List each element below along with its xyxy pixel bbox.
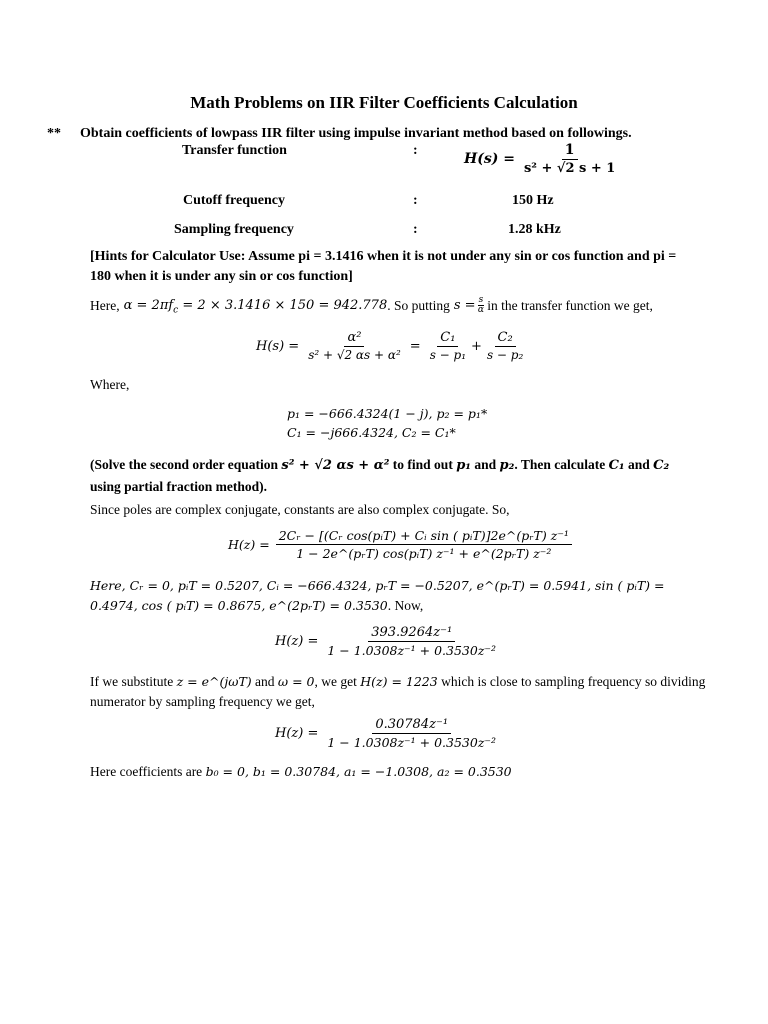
eq1-fraction-2: $\frac{\text{C₁}}{\text{s − p₁}}$ xyxy=(429,330,467,362)
final-coefficients: Here coefficients are b₀ = 0, b₁ = 0.30784, a₁ = −1.0308, a₂ = 0.3530 xyxy=(90,764,512,779)
calculator-hints: [Hints for Calculator Use: Assume pi = 3.1416 when it is not under any sin or cos function and pi = 180 when it is under any sin or cos function] xyxy=(90,249,677,284)
alpha-prefix: Here, xyxy=(90,297,120,313)
page-title: Math Problems on IIR Filter Coefficients Calculation xyxy=(190,93,578,112)
sampling-frequency-label: Sampling frequency xyxy=(174,222,294,237)
transfer-function-label: Transfer function xyxy=(182,143,287,158)
cutoff-frequency-value: 150 Hz xyxy=(512,193,554,208)
hz-general-equation xyxy=(228,528,572,561)
alpha-mid: . So putting xyxy=(387,297,450,313)
constants-line: C₁ = −j666.4324, C₂ = C₁* xyxy=(287,425,456,440)
eq1-fraction-1: $\frac{\text{α²}}{\text{s² + √2 αs + α²}}$ xyxy=(308,330,401,362)
tf-denominator: s² + √2 s + 1 xyxy=(523,161,616,176)
eq2-lhs: H(z) = xyxy=(228,537,270,552)
hz-scaled-equation xyxy=(275,717,499,750)
eq4-lhs: H(z) = xyxy=(275,726,319,741)
solve-note: (Solve the second order equation s² + √2 αs + α² to find out p₁ and p₂. Then calculate C₁ and C₂ using partial fraction method). xyxy=(90,457,670,494)
eq1-lhs: H(s) = xyxy=(256,338,300,354)
tf-numerator: 1 xyxy=(562,142,578,160)
eq2-fraction: $\frac{\text{2Cᵣ − [(Cᵣ cos(pᵢT) + Cᵢ sin ( pᵢT)]2e\textasciicircum{}(pᵣT) z⁻¹}}{\text{1 − 2e\textasciicircum{}(pᵣT) cos(pᵢT) z⁻¹ + e\textasciicircum{}(2pᵣT) z⁻²}}$ xyxy=(276,528,572,561)
tf-lhs: H(s) = xyxy=(464,151,515,167)
s-over-alpha: $\frac{s}{\alpha}$ xyxy=(477,295,484,315)
alpha-expression: $\alpha = 2\pi f_c = 2 \times 3.1416 \times 150 = 942.778$ xyxy=(123,298,388,316)
eq3-fraction: $\frac{\text{393.9264z⁻¹}}{\text{1 − 1.0308z⁻¹ + 0.3530z⁻²}}$ xyxy=(327,625,497,658)
colon: : xyxy=(413,143,418,158)
alpha-suffix: in the transfer function we get, xyxy=(487,297,653,313)
tf-fraction xyxy=(521,142,618,176)
eq3-lhs: H(z) = xyxy=(275,634,319,649)
transfer-function-equation xyxy=(464,142,618,176)
eq1-fraction-3: $\frac{\text{C₂}}{\text{s − p₂}}$ xyxy=(486,330,524,362)
eq4-fraction: $\frac{\text{0.30784z⁻¹}}{\text{1 − 1.0308z⁻¹ + 0.3530z⁻²}}$ xyxy=(327,717,497,750)
values-line-1: Here, Cᵣ = 0, pᵢT = 0.5207, Cᵢ = −666.4324, pᵣT = −0.5207, e^(pᵣT) = 0.5941, sin ( pᵢT) = xyxy=(90,578,665,593)
partial-fraction-equation xyxy=(256,330,526,362)
substitute-text: If we substitute z = e^(jωT) and ω = 0, we get H(z) = 1223 which is close to sampling frequency so dividing numerator by sampling frequency we get, xyxy=(90,674,706,709)
values-line-2: 0.4974, cos ( pᵢT) = 0.8675, e^(2pᵣT) = 0.3530. Now, xyxy=(90,598,424,613)
eq1-plus: + xyxy=(471,338,482,354)
sampling-frequency-value: 1.28 kHz xyxy=(508,222,561,237)
cutoff-frequency-label: Cutoff frequency xyxy=(183,193,286,208)
alpha-definition xyxy=(90,296,653,315)
colon: : xyxy=(413,193,418,208)
eq1-equals: = xyxy=(409,338,421,354)
hz-numeric-equation xyxy=(275,625,499,658)
colon: : xyxy=(413,222,418,237)
where-label: Where, xyxy=(90,377,130,392)
since-text: Since poles are complex conjugate, constants are also complex conjugate. So, xyxy=(90,502,510,517)
problem-statement: Obtain coefficients of lowpass IIR filter using impulse invariant method based on followings. xyxy=(80,126,632,141)
poles-line: p₁ = −666.4324(1 − j), p₂ = p₁* xyxy=(287,406,488,421)
s-equals: s = xyxy=(453,298,476,313)
problem-marker: ** xyxy=(47,126,61,141)
